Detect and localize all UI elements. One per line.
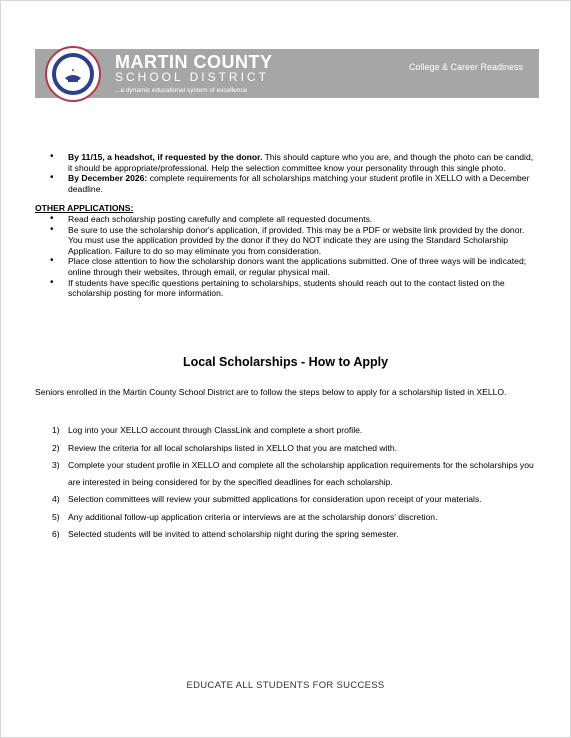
step-number: 6) (52, 529, 60, 539)
seal-inner-ring (52, 53, 94, 95)
step-number: 1) (52, 425, 60, 435)
item-text: complete requirements for all scholarships matching your student profile in XELLO with a December deadline. (68, 173, 530, 194)
step-number: 4) (52, 494, 60, 504)
step-text: Any additional follow-up application criteria or interviews are at the scholarship donors' discretion. (68, 511, 438, 522)
step-item (35, 457, 535, 490)
brand-name: MARTIN COUNTY (115, 52, 273, 72)
header-banner (35, 49, 539, 98)
list-item (68, 152, 535, 173)
list-item: • Place close attention to how the scholarship donors want the applications submitted. One of three ways will be indicated; online through their websites, through email, or regular physical mail. (68, 256, 535, 277)
department-label: College & Career Readiness (408, 62, 523, 72)
district-seal-logo (45, 46, 101, 102)
step-text: Review the criteria for all local scholarships listed in XELLO that you are matched with. (68, 442, 398, 453)
other-applications-heading: OTHER APPLICATIONS: (35, 203, 134, 214)
item-emphasis: By 11/15, a headshot, if requested by the donor. (68, 152, 263, 162)
brand-tagline: ...a dynamic educational system of excellence (115, 87, 248, 94)
list-item: • If students have specific questions pertaining to scholarships, students should reach out to the contact listed on the scholarship posting for more information. (68, 278, 535, 299)
step-item (35, 422, 535, 439)
other-applications-list (35, 214, 535, 299)
step-text: Complete your student profile in XELLO and complete all the scholarship application requirements for the scholarships you are interested in being considered for by the specified deadlines for each scholarship. (68, 460, 534, 487)
main-content (35, 152, 535, 299)
item-text: This should capture who you are, and though the photo can be candid, it should be appropriate/professional. Help the selection committee know your personality through this single photo. (68, 152, 534, 173)
footer-motto: EDUCATE ALL STUDENTS FOR SUCCESS (186, 680, 385, 691)
step-item (35, 440, 535, 457)
item-emphasis: By December 2026: (68, 173, 148, 184)
intro-paragraph: Seniors enrolled in the Martin County School District are to follow the steps below to apply for a scholarship listed in XELLO. (35, 387, 507, 397)
list-item (68, 173, 535, 194)
list-item: • Read each scholarship posting carefully and complete all requested documents. (68, 214, 535, 225)
brand-subtitle: SCHOOL DISTRICT (115, 70, 269, 84)
lamp-icon (62, 63, 84, 85)
deadline-list (35, 152, 535, 194)
step-number: 3) (52, 460, 60, 470)
step-text: Selected students will be invited to attend scholarship night during the spring semester. (68, 529, 399, 539)
list-item: • Be sure to use the scholarship donor's application, if provided. This may be a PDF or website link provided by the donor. You must use the application provided by the donor if they do NOT indicate they are using the Standard Scholarship Application. Failure to do so may eliminate you from consideration. (68, 225, 535, 257)
step-item (35, 509, 535, 526)
section-title: Local Scholarships - How to Apply (182, 355, 389, 369)
step-text: Selection committees will review your submitted applications for consideration upon receipt of your materials. (68, 494, 482, 504)
step-item (35, 491, 535, 508)
step-number: 2) (52, 442, 60, 453)
step-item (35, 526, 535, 543)
steps-list (35, 422, 535, 544)
step-text: Log into your XELLO account through ClassLink and complete a short profile. (68, 425, 363, 435)
step-number: 5) (52, 511, 60, 522)
